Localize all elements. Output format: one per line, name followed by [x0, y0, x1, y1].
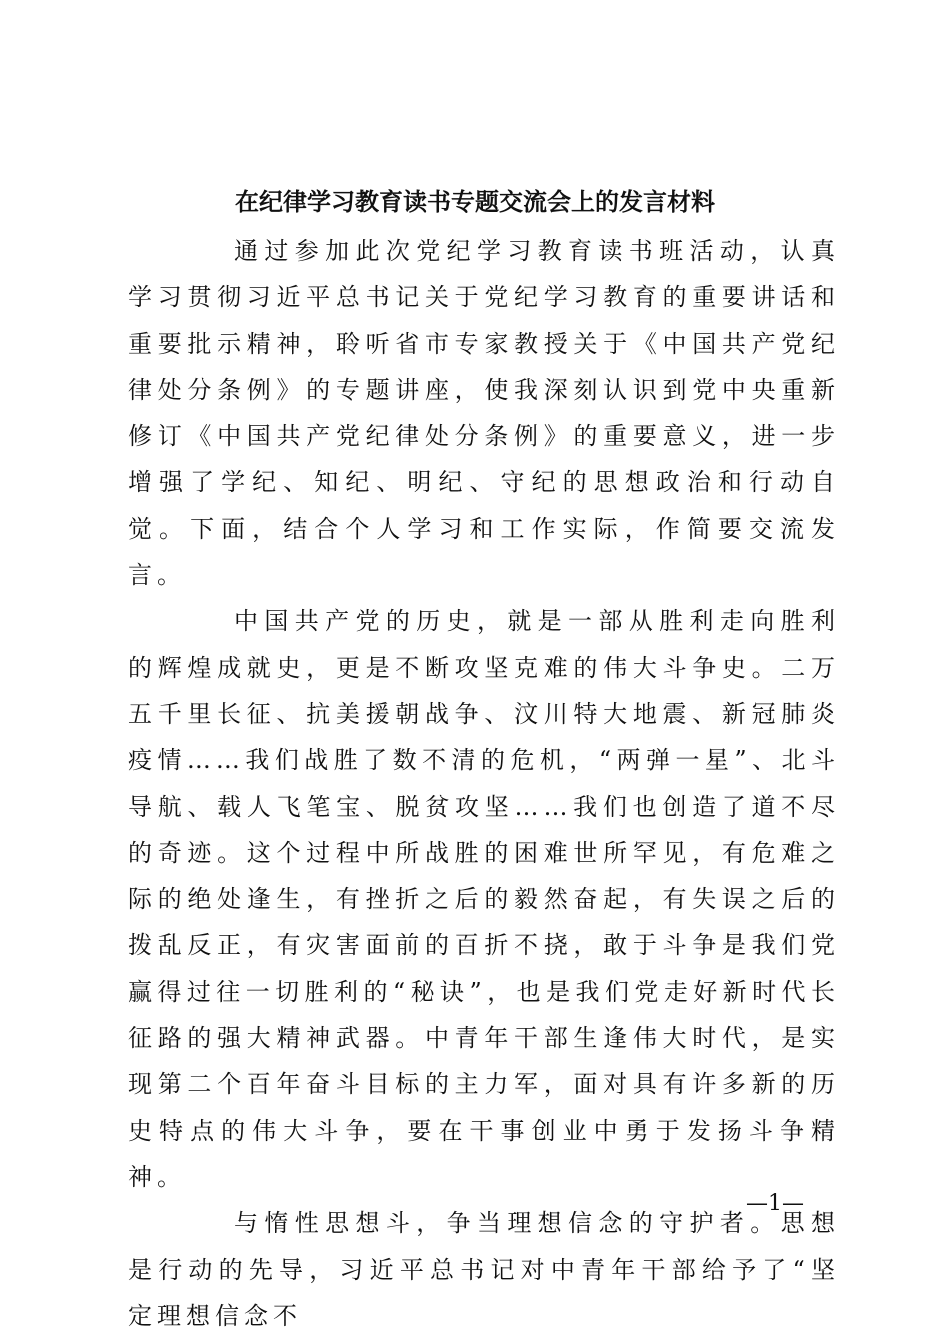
paragraph-intro: 通过参加此次党纪学习教育读书班活动，认真学习贯彻习近平总书记关于党纪学习教育的重要讲话和重要批示精神，聆听省市专家教授关于《中国共产党纪律处分条例》的专题讲座，使我深刻认识到党中央重新修订《中国共产党纪律处分条例》的重要意义，进一步增强了学纪、知纪、明纪、守纪的思想政治和行动自觉。下面，结合个人学习和工作实际，作简要交流发言。	[128, 237, 840, 590]
paragraph-history: 中国共产党的历史，就是一部从胜利走向胜利的辉煌成就史，更是不断攻坚克难的伟大斗争史。二万五千里长征、抗美援朝战争、汶川特大地震、新冠肺炎疫情……我们战胜了数不清的危机，“两弹一星”、北斗导航、载人飞笔宝、脱贫攻坚……我们也创造了道不尽的奇迹。这个过程中所战胜的困难世所罕见，有危难之际的绝处逢生，有挫折之后的毅然奋起，有失误之后的拨乱反正，有灾害面前的百折不挠，敢于斗争是我们党赢得过往一切胜利的“秘诀”，也是我们党走好新时代长征路的强大精神武器。中青年干部生逢伟大时代，是实现第二个百年奋斗目标的主力军，面对具有许多新的历史特点的伟大斗争，要在干事创业中勇于发扬斗争精神。	[128, 607, 840, 1191]
paragraph-ideals: 与惰性思想斗，争当理想信念的守护者。思想是行动的先导，习近平总书记对中青年干部给予了“坚定理想信念不	[128, 1209, 840, 1330]
document-title: 在纪律学习教育读书专题交流会上的发言材料	[235, 187, 715, 216]
document-body	[128, 228, 840, 1339]
page-number: —1—	[746, 1191, 804, 1216]
